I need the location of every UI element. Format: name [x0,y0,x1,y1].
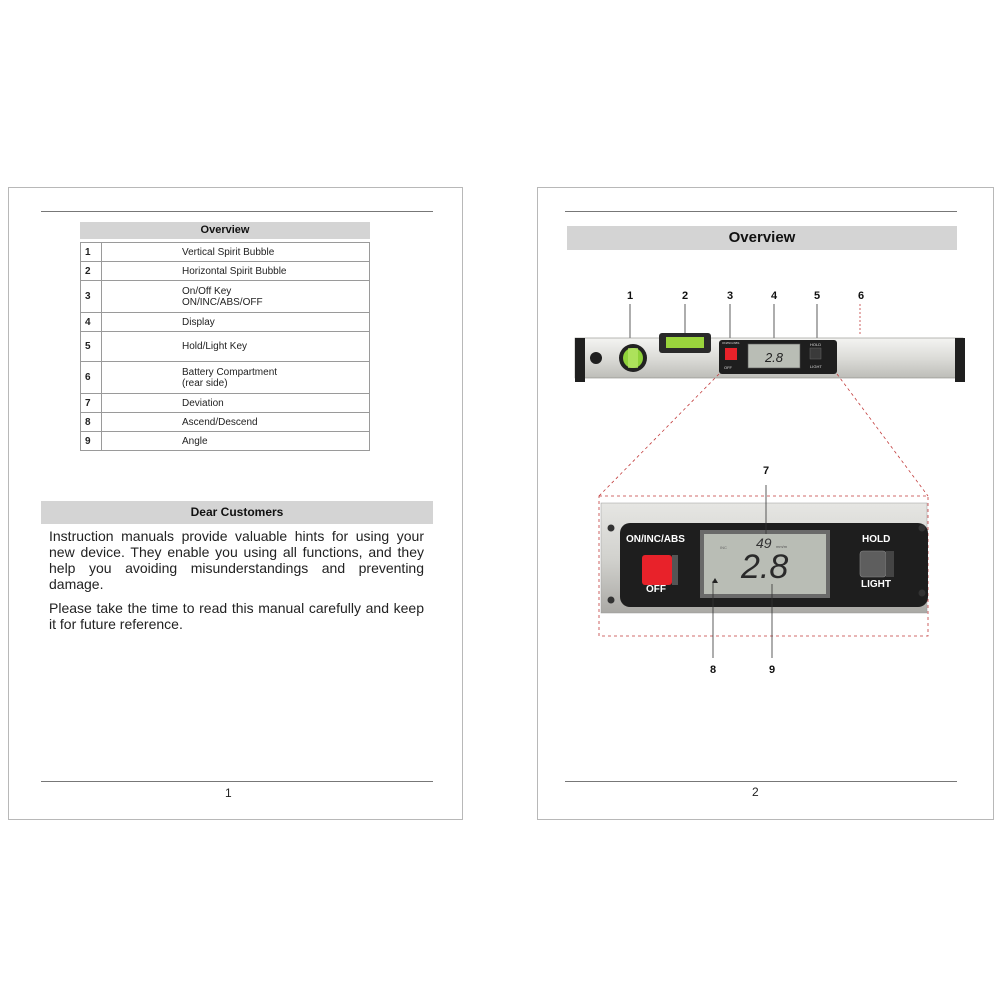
row-description [102,262,370,281]
callout-6: 6 [857,290,865,302]
manual-page-1 [8,187,463,820]
callout-2: 2 [681,290,689,302]
callout-1: 1 [626,290,634,302]
row-description-line2: ON/INC/ABS/OFF [182,296,263,308]
row-description-line1: Deviation [182,397,224,409]
angle-value: 2.8 [741,548,789,586]
table-row [81,394,370,413]
top-rule [41,211,433,212]
row-number: 4 [81,313,102,332]
table-row [81,262,370,281]
table-row [81,243,370,262]
small-onoff-label: ON/INC/ABS [722,341,740,345]
row-description-line1: Hold/Light Key [182,341,248,352]
read-manual-paragraph: Please take the time to read this manual carefully and keep it for future reference. [49,600,424,632]
callout-9: 9 [768,664,776,676]
callout-5: 5 [813,290,821,302]
small-hold-label: HOLD [810,342,822,347]
callout-3: 3 [726,290,734,302]
small-display-value: 2.8 [764,350,784,365]
row-description [102,281,370,313]
row-number: 8 [81,413,102,432]
row-description-line1: Ascend/Descend [182,416,258,428]
manual-page-2 [537,187,994,820]
bottom-rule [41,781,433,782]
row-description [102,362,370,394]
row-description-line1: Display [182,316,215,328]
row-number: 6 [81,362,102,394]
row-description-line1: Battery Compartment [182,366,278,378]
deviation-unit: mm/m [776,544,788,549]
callout-4: 4 [770,290,778,302]
overview-table [80,242,370,451]
row-description [102,332,370,362]
page-number: 2 [752,785,759,799]
page-number: 1 [225,786,232,800]
row-number: 7 [81,394,102,413]
row-description-line1: Angle [182,435,208,447]
row-number: 3 [81,281,102,313]
dear-customers-heading: Dear Customers [41,501,433,524]
row-number: 1 [81,243,102,262]
row-number: 9 [81,432,102,451]
row-description [102,413,370,432]
row-number: 2 [81,262,102,281]
bottom-rule [565,781,957,782]
row-description [102,243,370,262]
callout-8: 8 [709,664,717,676]
light-label: LIGHT [861,579,891,590]
off-label: OFF [646,584,666,595]
table-row [81,432,370,451]
table-row [81,413,370,432]
spirit-level-illustration [538,188,993,820]
onoff-key-label: ON/INC/ABS [626,534,685,545]
table-row [81,362,370,394]
row-description-line1: On/Off Key [182,285,232,297]
deviation-prefix: INC [720,545,727,550]
row-description-line1: Horizontal Spirit Bubble [182,265,287,277]
hold-label: HOLD [862,534,891,545]
row-description [102,313,370,332]
overview-heading: Overview [80,222,370,239]
small-off-label: OFF [724,365,732,370]
row-number: 5 [81,332,102,362]
small-light-label: LIGHT [810,364,822,369]
row-description [102,394,370,413]
overview-heading: Overview [567,226,957,250]
row-description [102,432,370,451]
deviation-value: 49 [756,535,772,551]
row-description-line2: (rear side) [182,377,228,389]
row-description-line1: Vertical Spirit Bubble [182,246,275,258]
callout-7: 7 [762,465,770,477]
intro-paragraph: Instruction manuals provide valuable hints for using your new device. They enable you using all functions, and they help you avoiding misunderstandings and preventing damage. [49,528,424,592]
table-row [81,281,370,313]
table-row [81,332,370,362]
table-row [81,313,370,332]
